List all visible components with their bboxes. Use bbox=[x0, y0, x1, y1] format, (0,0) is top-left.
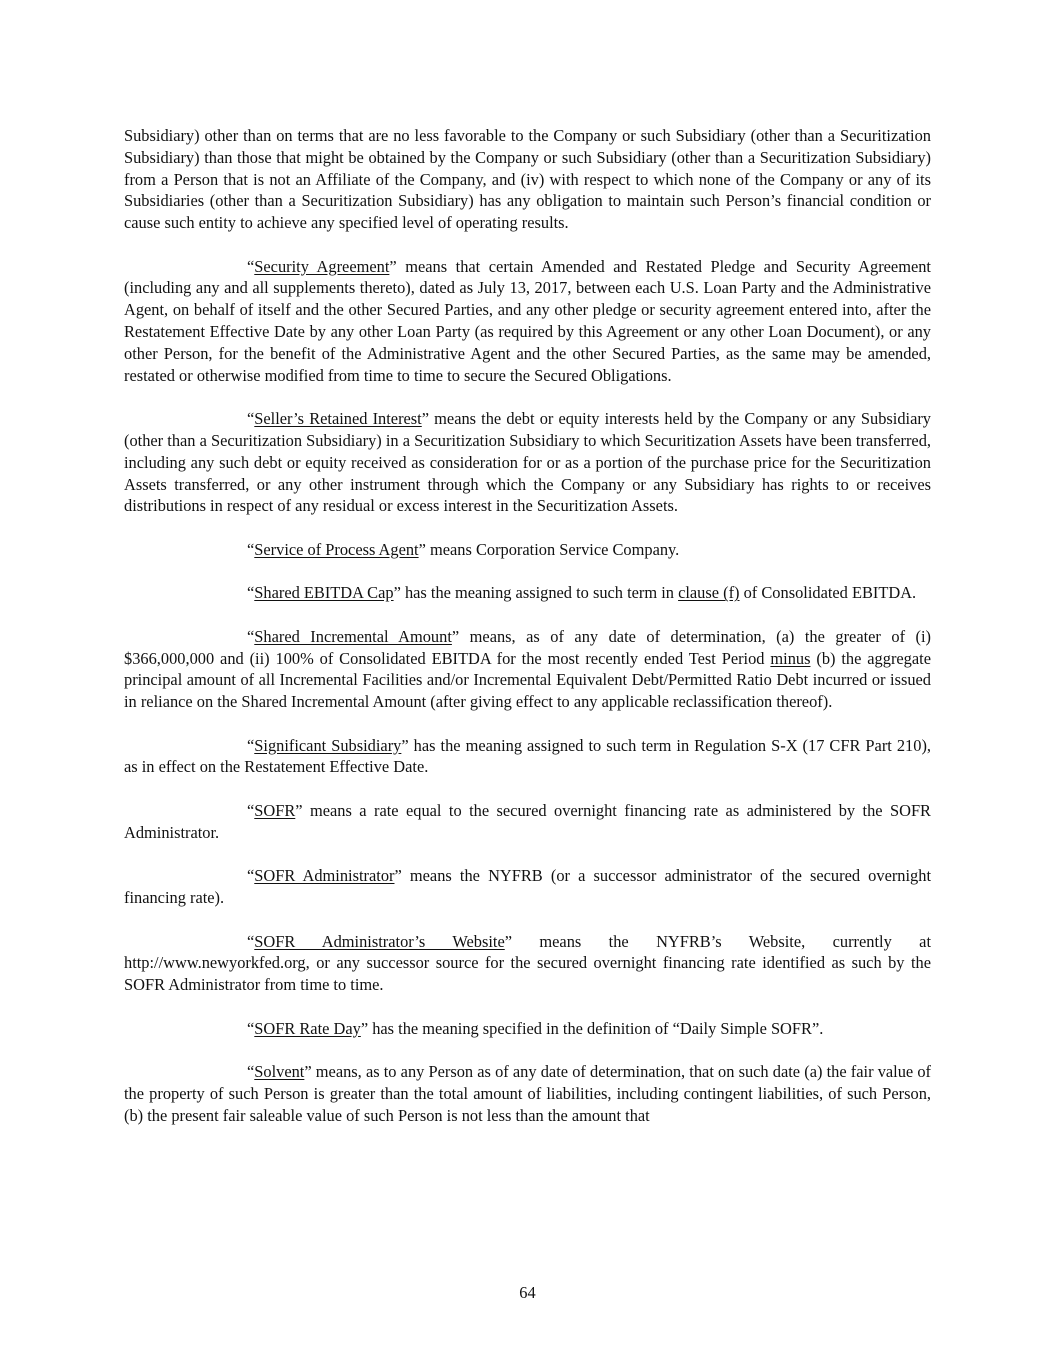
definition-sellers-retained-interest: “Seller’s Retained Interest” means the debt or equity interests held by the Company or any Subsidiary (other than a Securitization Subsidiary) in a Securitization Subsidiary to which Securitization Assets have been transferred, including any such debt or equity received as consideration for or as a portion of the purchase price for the Securitization Assets transferred, or any other instrument through which the Company or any Subsidiary has rights to or receives distributions in respect of any residual or excess interest in the Securitization Assets. bbox=[124, 409, 932, 516]
defined-term: Service of Process Agent bbox=[254, 539, 419, 559]
definition-text: ” means the NYFRB’s Website, currently at http://www.newyorkfed.org, or any successor source for the secured overnight financing rate identified as such by the SOFR Administrator from time to time. bbox=[124, 931, 931, 995]
definition-text: ” means that certain Amended and Restated Pledge and Security Agreement (including any and all supplements thereto), dated as July 13, 2017, between each U.S. Loan Party and the Administrative Agent, on behalf of itself and the other Secured Parties, and any other pledge or security agreement entered into, after the Restatement Effective Date by any other Loan Party (as required by this Agreement or any other Loan Document), or any other Person, for the benefit of the Administrative Agent and the other Secured Parties, as the same may be amended, restated or otherwise modified from time to time to secure the Secured Obligations. bbox=[124, 256, 931, 385]
definition-text-end: of Consolidated EBITDA. bbox=[739, 583, 917, 603]
definition-sofr: “SOFR” means a rate equal to the secured overnight financing rate as administered by the SOFR Administrator. bbox=[124, 800, 931, 842]
definition-sofr-administrators-website: “SOFR Administrator’s Website” means the NYFRB’s Website, currently at http://www.newyorkfed.org, or any successor source for the secured overnight financing rate identified as such by the SOFR Administrator from time to time. bbox=[124, 931, 931, 995]
paragraph-text: Subsidiary) other than on terms that are no less favorable to the Company or such Subsidiary (other than a Securitization Subsidiary) than those that might be obtained by the Company or such Subsidiary (other than a Securitization Subsidiary) from a Person that is not an Affiliate of the Company, and (iv) with respect to which none of the Company or any of its Subsidiaries (other than a Securitization Subsidiary) has any obligation to maintain such Person’s financial condition or cause such entity to achieve any specified level of operating results. bbox=[124, 126, 931, 233]
definition-solvent: “Solvent” means, as to any Person as of any date of determination, that on such date (a) the fair value of the property of such Person is greater than the total amount of liabilities, including contingent liabilities, of such Person, (b) the present fair saleable value of such Person is not less than the amount that bbox=[124, 1062, 931, 1125]
definition-sofr-rate-day: “SOFR Rate Day” has the meaning specified in the definition of “Daily Simple SOFR”. bbox=[247, 1018, 824, 1038]
defined-term: Shared Incremental Amount bbox=[254, 626, 452, 646]
defined-term: Shared EBITDA Cap bbox=[254, 583, 394, 603]
defined-term: Seller’s Retained Interest bbox=[254, 409, 422, 429]
defined-term: SOFR Administrator’s Website bbox=[254, 931, 505, 951]
definition-text: ” has the meaning assigned to such term in Regulation S-X (17 CFR Part 210), as in effect on the Restatement Effective Date. bbox=[124, 735, 931, 777]
definition-text: ” means the NYFRB (or a successor administrator of the secured overnight financing rate). bbox=[124, 866, 931, 908]
definition-text: ” has the meaning specified in the definition of “Daily Simple SOFR”. bbox=[360, 1018, 824, 1038]
definition-sofr-administrator: “SOFR Administrator” means the NYFRB (or a successor administrator of the secured overnight financing rate). bbox=[124, 866, 931, 908]
defined-term: Significant Subsidiary bbox=[254, 735, 402, 755]
definition-text: ” means, as to any Person as of any date of determination, that on such date (a) the fair value of the property of such Person is greater than the total amount of liabilities, including contingent liabilities, of such Person, (b) the present fair saleable value of such Person is not less than the amount that bbox=[124, 1062, 931, 1125]
clause-reference: clause (f) bbox=[678, 583, 740, 603]
definition-security-agreement: “Security Agreement” means that certain Amended and Restated Pledge and Security Agreement (including any and all supplements thereto), dated as July 13, 2017, between each U.S. Loan Party and the Administrative Agent, on behalf of itself and the other Secured Parties, and any other pledge or security agreement entered into, after the Restatement Effective Date by any other Loan Party (as required by this Agreement or any other Loan Document), or any other Person, for the benefit of the Administrative Agent and the other Secured Parties, as the same may be amended, restated or otherwise modified from time to time to secure the Secured Obligations. bbox=[124, 256, 931, 385]
paragraph-continuation bbox=[124, 125, 931, 234]
definition-text: ” means the debt or equity interests held by the Company or any Subsidiary (other than a Securitization Subsidiary) in a Securitization Subsidiary to which Securitization Assets have been transferred, including any such debt or equity received as consideration for or as a portion of the purchase price for the Securitization Assets transferred, or any other instrument through which the Company or any Subsidiary has rights to or receives distributions in respect of any residual or excess interest in the Securitization Assets. bbox=[124, 409, 932, 516]
definition-text: ” means Corporation Service Company. bbox=[418, 539, 680, 559]
definition-shared-ebitda-cap: “Shared EBITDA Cap” has the meaning assigned to such term in clause (f) of Consolidated EBITDA. bbox=[247, 583, 917, 603]
page-number: 64 bbox=[519, 1283, 536, 1302]
document-page bbox=[124, 125, 931, 1148]
defined-term: SOFR bbox=[254, 800, 296, 820]
defined-term: SOFR Rate Day bbox=[254, 1018, 361, 1038]
defined-term: Solvent bbox=[254, 1062, 305, 1082]
definition-text: ” means a rate equal to the secured overnight financing rate as administered by the SOFR Administrator. bbox=[124, 800, 931, 842]
definition-significant-subsidiary: “Significant Subsidiary” has the meaning assigned to such term in Regulation S-X (17 CFR Part 210), as in effect on the Restatement Effective Date. bbox=[124, 735, 931, 777]
minus-term: minus bbox=[770, 648, 811, 668]
defined-term: SOFR Administrator bbox=[254, 866, 395, 886]
definition-text-end: (b) the aggregate principal amount of all Incremental Facilities and/or Incremental Equivalent Debt/Permitted Ratio Debt incurred or issued in reliance on the Shared Incremental Amount (after giving effect to any applicable reclassification thereof). bbox=[124, 648, 931, 712]
definition-text: ” means, as of any date of determination, (a) the greater of (i) $366,000,000 and (ii) 100% of Consolidated EBITDA for the most recently ended Test Period bbox=[124, 626, 931, 668]
definition-text: ” has the meaning assigned to such term in bbox=[393, 583, 679, 603]
defined-term: Security Agreement bbox=[254, 256, 390, 276]
definition-service-of-process-agent: “Service of Process Agent” means Corporation Service Company. bbox=[247, 539, 680, 559]
definition-shared-incremental-amount: “Shared Incremental Amount” means, as of any date of determination, (a) the greater of (i) $366,000,000 and (ii) 100% of Consolidated EBITDA for the most recently ended Test Period minus (b) the aggregate principal amount of all Incremental Facilities and/or Incremental Equivalent Debt/Permitted Ratio Debt incurred or issued in reliance on the Shared Incremental Amount (after giving effect to any applicable reclassification thereof). bbox=[124, 626, 931, 712]
